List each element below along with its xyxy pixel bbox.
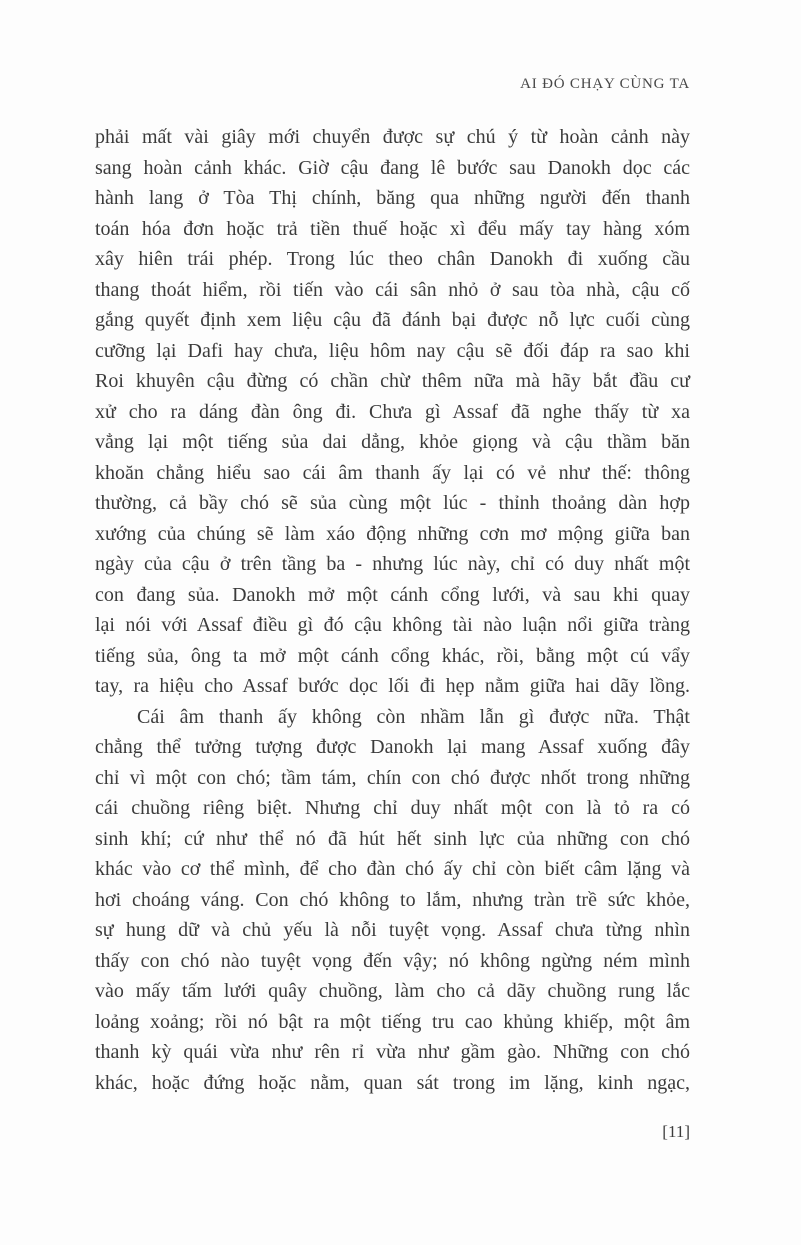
text-line: Cái âm thanh ấy không còn nhầm lẫn gì được nữa. Thật [137,705,690,728]
text-line: sang hoàn cảnh khác. Giờ cậu đang lê bước sau Danokh dọc các [95,156,690,179]
text-line: cưỡng lại Dafi hay chưa, liệu hôm nay cậu sẽ đối đáp ra sao khi [95,339,690,362]
paragraph [95,702,690,1099]
text-line: Roi khuyên cậu đừng có chần chừ thêm nữa mà hãy bắt đầu cư [95,370,690,392]
text-line: chẳng thể tưởng tượng được Danokh lại mang Assaf xuống đây [95,736,690,758]
text-line: vẳng lại một tiếng sủa dai dẳng, khỏe giọng và cậu thầm băn [95,431,690,453]
text-line: lại nói với Assaf điều gì đó cậu không tài nào luận nổi giữa tràng [95,614,690,636]
text-line: gắng quyết định xem liệu cậu đã đánh bại được nỗ lực cuối cùng [95,309,690,331]
text-line: khác vào cơ thể mình, để cho đàn chó ấy chỉ còn biết câm lặng và [95,858,690,880]
text-line: xướng của chúng sẽ làm xáo động những cơn mơ mộng giữa ban [95,522,690,545]
text-line: hơi choáng váng. Con chó không to lắm, nhưng tràn trề sức khỏe, [95,888,690,911]
text-line: xử cho ra dáng đàn ông đi. Chưa gì Assaf đã nghe thấy từ xa [95,400,690,423]
text-line: toán hóa đơn hoặc trả tiền thuế hoặc xì đểu mấy tay hàng xóm [95,217,690,240]
body-text [95,122,690,1098]
text-line: sinh khí; cứ như thể nó đã hút hết sinh lực của những con chó [95,827,690,850]
text-line: xây hiên trái phép. Trong lúc theo chân Danokh đi xuống cầu [95,248,690,270]
text-line: thang thoát hiểm, rồi tiến vào cái sân nhỏ ở sau tòa nhà, cậu cố [95,278,690,301]
text-line: con đang sủa. Danokh mở một cánh cổng lưới, và sau khi quay [95,583,690,606]
text-line: hành lang ở Tòa Thị chính, băng qua những người đến thanh [95,187,690,209]
text-line: phải mất vài giây mới chuyển được sự chú ý từ hoàn cảnh này [95,126,690,148]
text-line: tiếng sủa, ông ta mở một cánh cổng khác, rồi, bằng một cú vẩy [95,644,690,667]
paragraph [95,122,690,702]
text-line: khoăn chẳng hiểu sao cái âm thanh ấy lại có vẻ như thế: thông [95,461,690,484]
text-line: loảng xoảng; rồi nó bật ra một tiếng tru cao khủng khiếp, một âm [95,1010,690,1033]
text-line: vào mấy tấm lưới quây chuồng, làm cho cả dãy chuồng rung lắc [95,980,690,1002]
text-line: thanh kỳ quái vừa như rên rỉ vừa như gầm gào. Những con chó [95,1041,690,1063]
text-line: chỉ vì một con chó; tầm tám, chín con chó được nhốt trong những [95,766,690,789]
page-number: [11] [662,1122,690,1141]
text-line: cái chuồng riêng biệt. Nhưng chỉ duy nhất một con là tỏ ra có [95,797,690,819]
text-line: thường, cả bầy chó sẽ sủa cùng một lúc - thỉnh thoảng dàn hợp [95,492,690,514]
text-line: khác, hoặc đứng hoặc nằm, quan sát trong im lặng, kinh ngạc, [95,1071,690,1094]
text-line: sự hung dữ và chủ yếu là nỗi tuyệt vọng. Assaf chưa từng nhìn [95,919,690,941]
running-header: AI ĐÓ CHẠY CÙNG TA [520,76,690,92]
text-line: tay, ra hiệu cho Assaf bước dọc lối đi hẹp nằm giữa hai dãy lồng. [95,675,690,697]
text-line: ngày của cậu ở trên tầng ba - nhưng lúc này, chỉ có duy nhất một [95,553,690,575]
text-line: thấy con chó nào tuyệt vọng đến vậy; nó không ngừng ném mình [95,949,690,972]
